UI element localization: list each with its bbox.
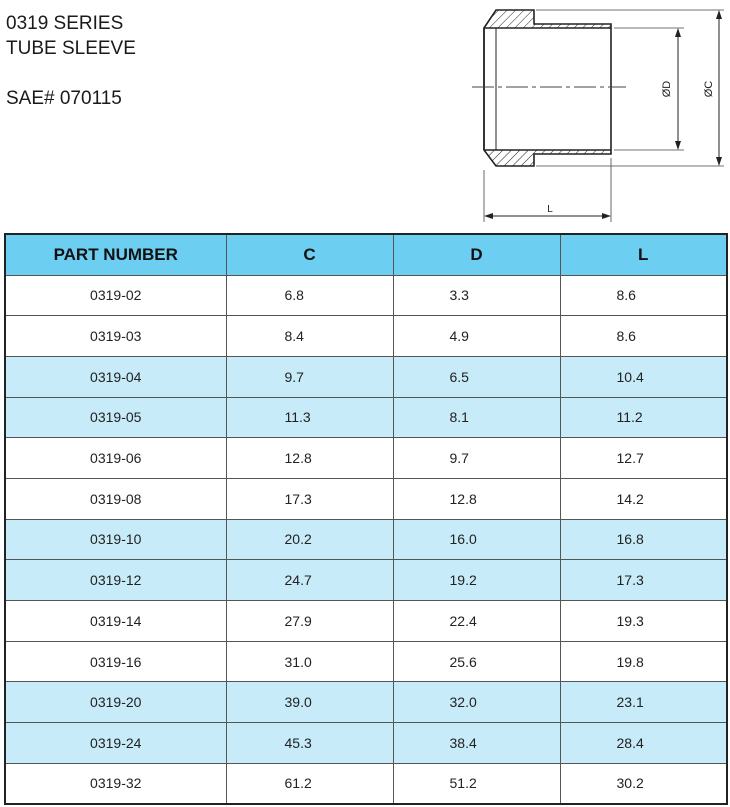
cell-part: 0319-08 [5,478,226,519]
header-c: C [226,234,393,275]
table-row [5,601,727,642]
cell-c: 31.0 [226,641,393,682]
table-header-row [5,234,727,275]
cell-part: 0319-04 [5,356,226,397]
cell-d: 32.0 [393,682,560,723]
cell-c: 8.4 [226,316,393,357]
cell-part: 0319-14 [5,601,226,642]
cell-part: 0319-06 [5,438,226,479]
series-title: 0319 SERIES [6,13,124,34]
tube-sleeve-drawing [466,0,730,228]
cell-c: 45.3 [226,723,393,764]
cell-c: 27.9 [226,601,393,642]
table-row [5,275,727,316]
cell-part: 0319-32 [5,763,226,804]
cell-d: 51.2 [393,763,560,804]
cell-d: 6.5 [393,356,560,397]
cell-l: 8.6 [560,275,727,316]
table-row [5,316,727,357]
table-row [5,641,727,682]
cell-part: 0319-03 [5,316,226,357]
table-row [5,519,727,560]
cell-l: 17.3 [560,560,727,601]
table-row [5,478,727,519]
cell-d: 22.4 [393,601,560,642]
product-name: TUBE SLEEVE [6,38,136,59]
sae-number: SAE# 070115 [6,88,122,109]
cell-c: 24.7 [226,560,393,601]
cell-c: 17.3 [226,478,393,519]
cell-part: 0319-02 [5,275,226,316]
table-row [5,723,727,764]
cell-c: 9.7 [226,356,393,397]
sleeve-outline [484,10,611,166]
header-l: L [560,234,727,275]
cell-l: 11.2 [560,397,727,438]
cell-d: 3.3 [393,275,560,316]
cell-d: 38.4 [393,723,560,764]
cell-l: 28.4 [560,723,727,764]
cell-part: 0319-20 [5,682,226,723]
cell-d: 25.6 [393,641,560,682]
dim-d-label: ØD [661,80,673,98]
table-row [5,356,727,397]
header-d: D [393,234,560,275]
cell-c: 39.0 [226,682,393,723]
cell-d: 8.1 [393,397,560,438]
cell-part: 0319-24 [5,723,226,764]
cell-part: 0319-12 [5,560,226,601]
cell-l: 19.8 [560,641,727,682]
cell-c: 12.8 [226,438,393,479]
cell-l: 30.2 [560,763,727,804]
dimensions-table [4,233,728,805]
dim-l-label: L [547,204,553,215]
dim-c-label: ØC [703,80,715,98]
cell-d: 12.8 [393,478,560,519]
cell-c: 6.8 [226,275,393,316]
cell-l: 19.3 [560,601,727,642]
cell-l: 16.8 [560,519,727,560]
cell-d: 19.2 [393,560,560,601]
cell-d: 4.9 [393,316,560,357]
cell-l: 8.6 [560,316,727,357]
cell-part: 0319-16 [5,641,226,682]
cell-c: 61.2 [226,763,393,804]
sleeve-wall-top [484,10,611,28]
cell-l: 14.2 [560,478,727,519]
cell-d: 9.7 [393,438,560,479]
sleeve-wall-bottom [484,150,611,166]
cell-c: 20.2 [226,519,393,560]
table-row [5,763,727,804]
table-row [5,682,727,723]
cell-part: 0319-10 [5,519,226,560]
cell-l: 23.1 [560,682,727,723]
table-row [5,560,727,601]
table-row [5,438,727,479]
cell-l: 10.4 [560,356,727,397]
cell-part: 0319-05 [5,397,226,438]
table-row [5,397,727,438]
cell-d: 16.0 [393,519,560,560]
cell-l: 12.7 [560,438,727,479]
cell-c: 11.3 [226,397,393,438]
header-part-number: PART NUMBER [5,234,226,275]
